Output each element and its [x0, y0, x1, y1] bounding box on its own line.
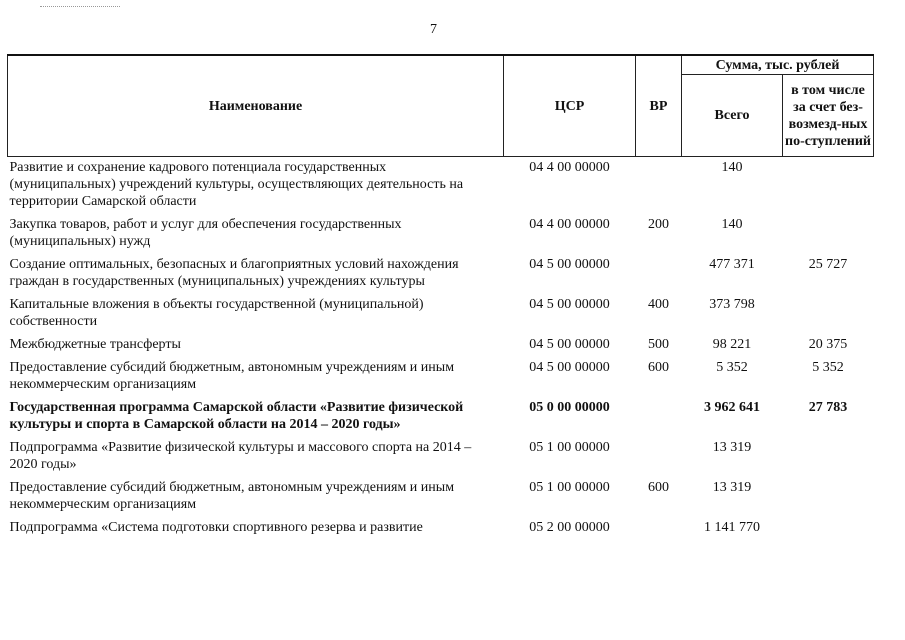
- row-csr: 05 1 00 00000: [529, 480, 610, 495]
- row-vr: 400: [648, 297, 669, 312]
- row-csr: 05 1 00 00000: [529, 440, 610, 455]
- header-sum: Сумма, тыс. рублей: [682, 55, 874, 75]
- row-total: 373 798: [709, 297, 755, 312]
- row-vr: [636, 519, 682, 542]
- row-name: Капитальные вложения в объекты государственной (муниципальной) собственности: [9, 297, 424, 329]
- row-csr: 04 4 00 00000: [529, 217, 610, 232]
- table-row: [8, 399, 874, 439]
- row-name: Межбюджетные трансферты: [9, 337, 181, 352]
- row-total: 1 141 770: [704, 520, 760, 535]
- row-total: 98 221: [712, 337, 752, 352]
- row-free: 25 727: [808, 257, 848, 272]
- row-free: [783, 479, 874, 519]
- row-free: [783, 216, 874, 256]
- row-total: 5 352: [716, 360, 748, 375]
- row-name: Подпрограмма «Система подготовки спортивного резерва и развитие: [9, 520, 423, 535]
- row-csr: 04 4 00 00000: [529, 160, 610, 175]
- table-row: [8, 256, 874, 296]
- row-total: 140: [721, 217, 743, 232]
- row-free: [783, 519, 874, 542]
- row-csr: 04 5 00 00000: [529, 297, 610, 312]
- table-row: [8, 359, 874, 399]
- header-vr: ВР: [636, 55, 682, 157]
- row-vr: 600: [648, 360, 669, 375]
- row-vr: 500: [648, 337, 669, 352]
- row-vr: 200: [648, 217, 669, 232]
- table-row: [8, 519, 874, 542]
- row-free: 27 783: [808, 400, 848, 415]
- header-name: Наименование: [8, 55, 504, 157]
- row-total: 140: [721, 160, 743, 175]
- table-row: [8, 439, 874, 479]
- scan-artifact: [40, 6, 120, 11]
- header-csr: ЦСР: [504, 55, 636, 157]
- row-name: Подпрограмма «Развитие физической культуры и массового спорта на 2014 – 2020 годы»: [9, 440, 472, 472]
- row-vr: 600: [648, 480, 669, 495]
- row-vr: [636, 157, 682, 217]
- row-name: Предоставление субсидий бюджетным, автономным учреждениям и иным некоммерческим организациям: [9, 360, 455, 392]
- row-name: Развитие и сохранение кадрового потенциала государственных (муниципальных) учреждений культуры, осуществляющих деятельность на территории Самарской области: [9, 160, 464, 209]
- row-vr: [636, 399, 682, 439]
- row-csr: 04 5 00 00000: [529, 257, 610, 272]
- table-row: [8, 296, 874, 336]
- budget-table: [7, 54, 874, 542]
- row-free: [783, 296, 874, 336]
- row-name: Предоставление субсидий бюджетным, автономным учреждениям и иным некоммерческим организациям: [9, 480, 455, 512]
- row-name: Закупка товаров, работ и услуг для обеспечения государственных (муниципальных) нужд: [9, 217, 402, 249]
- row-total: 13 319: [712, 480, 752, 495]
- row-free: [783, 157, 874, 217]
- row-name: Создание оптимальных, безопасных и благоприятных условий нахождения граждан в государственных (муниципальных) учреждениях культуры: [9, 257, 459, 289]
- table-row: [8, 336, 874, 359]
- table-row: [8, 216, 874, 256]
- row-csr: 05 0 00 00000: [529, 400, 610, 415]
- row-total: 477 371: [709, 257, 755, 272]
- row-vr: [636, 256, 682, 296]
- row-csr: 04 5 00 00000: [529, 360, 610, 375]
- row-csr: 05 2 00 00000: [529, 520, 610, 535]
- page-number: 7: [430, 22, 437, 37]
- table-row: [8, 157, 874, 217]
- row-free: 5 352: [812, 360, 844, 375]
- table-row: [8, 479, 874, 519]
- row-csr: 04 5 00 00000: [529, 337, 610, 352]
- row-free: 20 375: [808, 337, 848, 352]
- row-name: Государственная программа Самарской области «Развитие физической культуры и спорта в Самарской области на 2014 – 2020 годы»: [9, 400, 464, 432]
- header-total: Всего: [682, 75, 783, 157]
- row-free: [783, 439, 874, 479]
- row-total: 3 962 641: [704, 400, 760, 415]
- row-total: 13 319: [712, 440, 752, 455]
- row-vr: [636, 439, 682, 479]
- header-free: в том числе за счет без-возмезд-ных по-ступлений: [783, 75, 874, 157]
